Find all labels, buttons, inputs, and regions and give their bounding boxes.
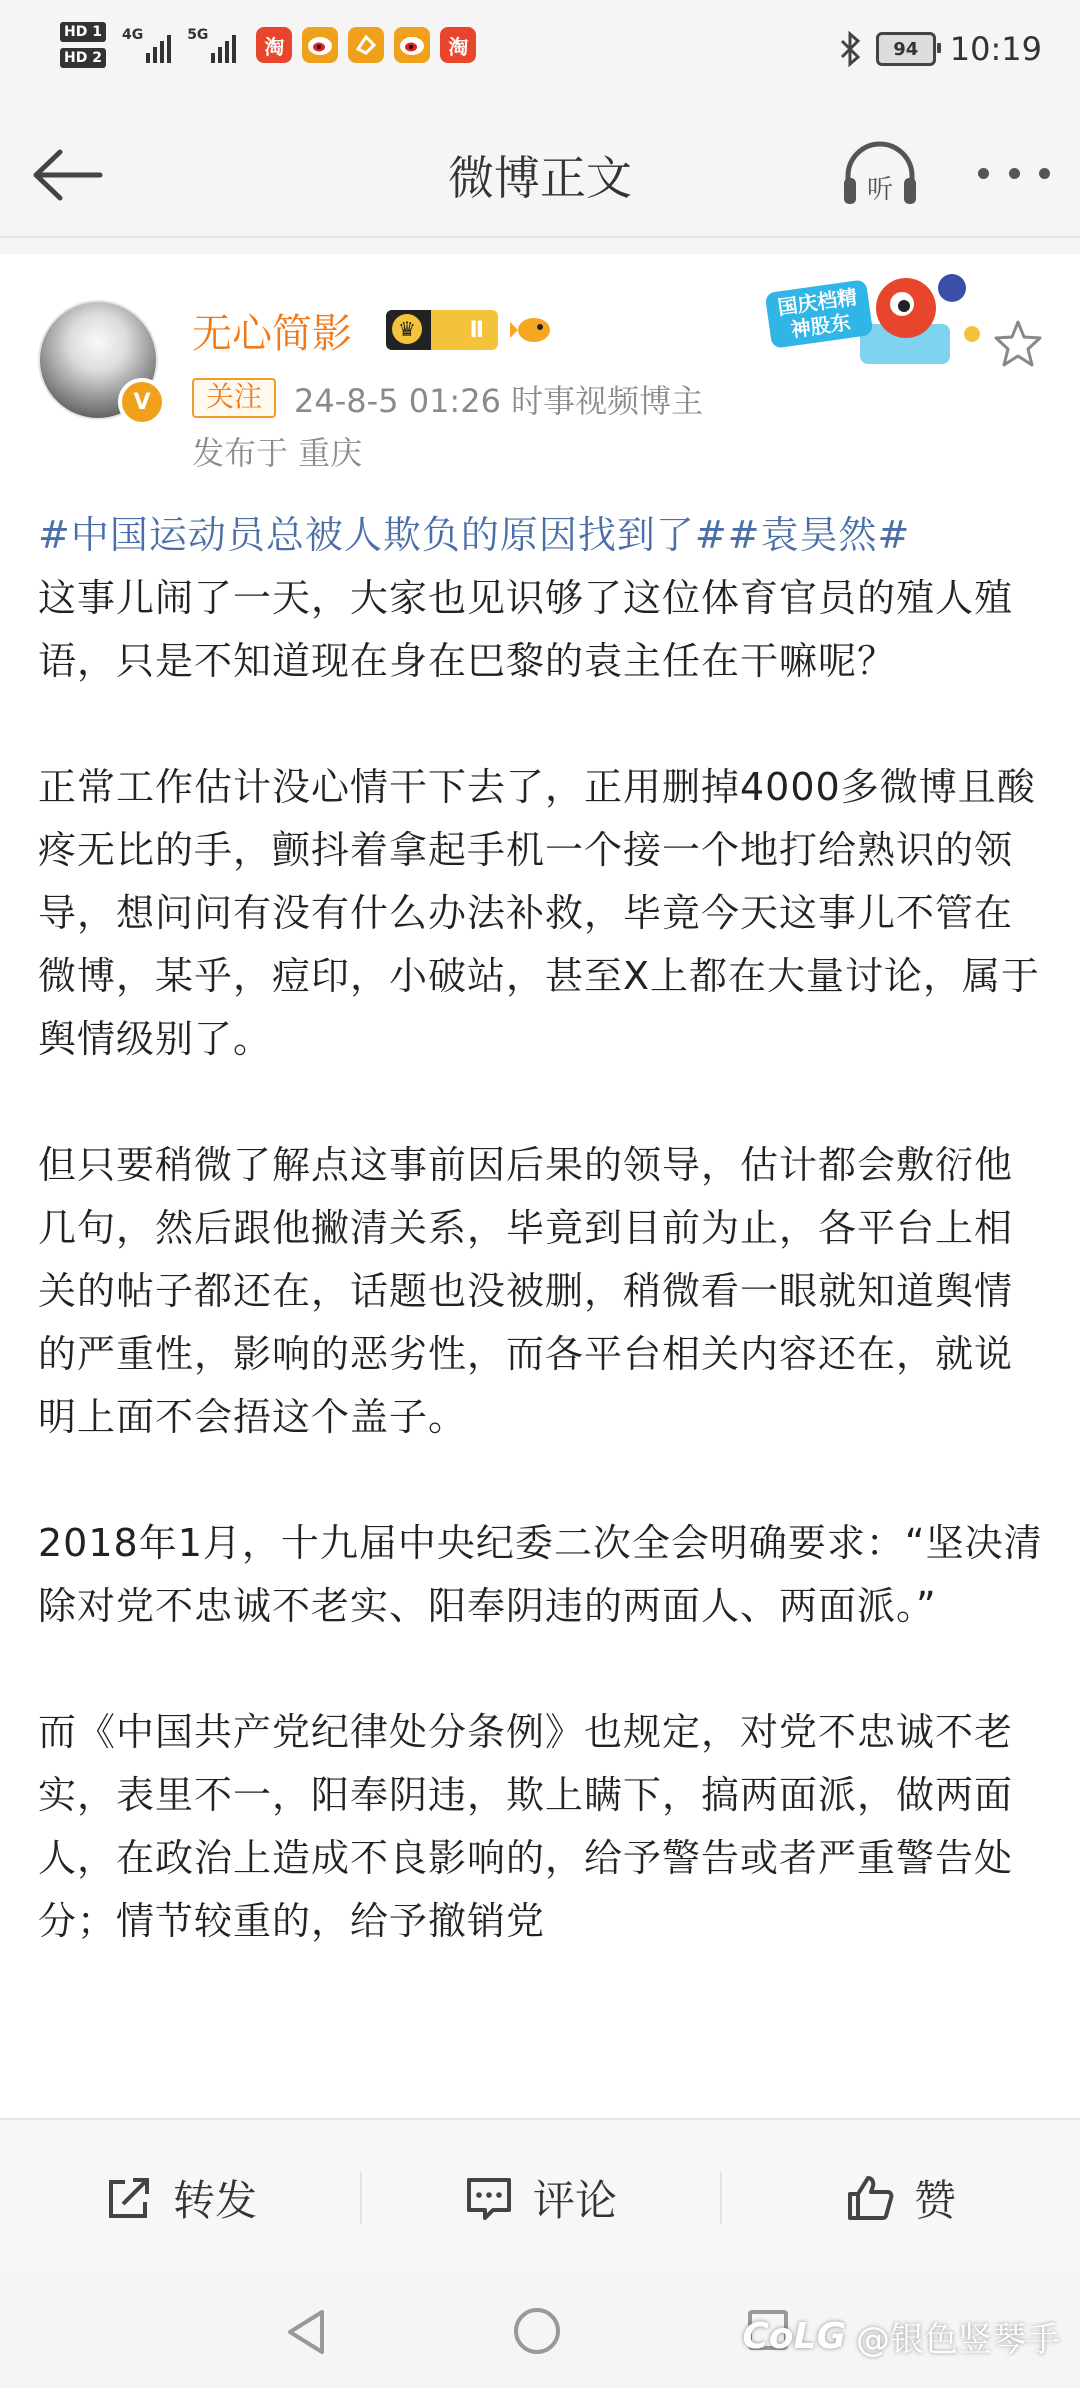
comment-icon	[463, 2172, 515, 2224]
post-paragraph-4: 2018年1月，十九届中央纪委二次全会明确要求：“坚决清除对党不忠诚不老实、阳奉阴违的两面人、两面派。”	[38, 1521, 1043, 1628]
post-paragraph-2: 正常工作估计没心情干下去了，正用删掉4000多微博且酸疼无比的手，颤抖着拿起手机一个接一个地打给熟识的领导，想问问有没有什么办法补救，毕竟今天这事儿不管在微博，某乎，痘印，小破站，甚至X上都在大量讨论，属于舆情级别了。	[38, 765, 1041, 1061]
promo-label: 国庆档精神股东	[765, 279, 874, 349]
vip-level: Ⅱ	[469, 317, 484, 343]
repost-label: 转发	[172, 2176, 257, 2225]
follow-button[interactable]: 关注	[192, 378, 276, 418]
like-button[interactable]	[720, 2120, 1080, 2276]
listen-label: 听	[866, 175, 894, 205]
comment-label: 评论	[532, 2176, 617, 2225]
hd2-badge: HD 2	[60, 48, 106, 68]
headphones-icon	[840, 138, 920, 210]
system-back-button[interactable]	[284, 2308, 328, 2356]
repost-button[interactable]	[0, 2120, 360, 2276]
favorite-button[interactable]	[990, 316, 1046, 372]
more-options-button[interactable]	[978, 158, 1050, 188]
post-paragraph-3: 但只要稍微了解点这事前因后果的领导，估计都会敷衍他几句，然后跟他撇清关系，毕竟到目前为止，各平台上相关的帖子都还在，话题也没被删，稍微看一眼就知道舆情的严重性，影响的恶劣性，而各平台相关内容还在，就说明上面不会捂这个盖子。	[38, 1143, 1014, 1439]
fish-badge-icon	[510, 310, 554, 350]
system-nav-bar	[0, 2274, 1080, 2388]
post-paragraph-1	[38, 504, 1048, 693]
post-paragraph-5: 而《中国共产党纪律处分条例》也规定，对党不忠诚不老实，表里不一，阳奉阴违，欺上瞒下，搞两面派，做两面人，在政治上造成不良影响的，给予警告或者严重警告处分；情节较重的，给予撤销党	[38, 1710, 1014, 1943]
verified-badge-icon: V	[118, 378, 166, 426]
promo-banner[interactable]	[756, 264, 992, 376]
thumbs-up-icon	[844, 2172, 896, 2224]
system-home-button[interactable]	[514, 2308, 560, 2354]
crown-icon: ♛	[392, 314, 422, 344]
paragraph-1-text: 这事儿闹了一天，大家也见识够了这位体育官员的殖人殖语，只是不知道现在身在巴黎的袁主任在干嘛呢？	[38, 576, 1014, 683]
star-icon	[990, 316, 1046, 372]
weibo-icon	[302, 27, 338, 63]
signal-4g-icon: 4G	[122, 27, 171, 63]
orange-app-icon	[348, 27, 384, 63]
watermark-logo: CoLG	[742, 2316, 846, 2357]
page-title: 微博正文	[448, 151, 632, 205]
like-label: 赞	[913, 2176, 956, 2225]
weibo-icon	[394, 27, 430, 63]
hd-indicators	[60, 22, 106, 68]
share-icon	[103, 2172, 155, 2224]
post-location: 发布于 重庆	[192, 434, 363, 472]
dot-icon	[978, 168, 989, 179]
author-name[interactable]: 无心简影	[192, 311, 352, 357]
comment-button[interactable]	[360, 2120, 720, 2276]
signal-5g-icon: 5G	[187, 27, 236, 63]
post-card	[0, 254, 1080, 2118]
taobao-icon: 淘	[256, 27, 292, 63]
dot-icon	[1039, 168, 1050, 179]
battery-level: 94	[893, 38, 919, 60]
battery-icon	[876, 32, 936, 66]
listen-button[interactable]	[840, 138, 920, 210]
hd1-badge: HD 1	[60, 22, 106, 42]
dot-icon	[1009, 168, 1020, 179]
post-time: 24-8-5 01:26 时事视频博主	[294, 382, 704, 420]
top-nav-bar	[0, 110, 1080, 238]
watermark-handle: @银色竖琴手	[856, 2320, 1060, 2360]
watermark	[742, 2312, 1060, 2361]
bluetooth-icon	[838, 31, 862, 67]
clock: 10:19	[949, 30, 1042, 68]
taobao-icon: 淘	[440, 27, 476, 63]
vip-level-badge[interactable]	[386, 310, 498, 350]
topic-hashtags[interactable]: #中国运动员总被人欺负的原因找到了##袁昊然#	[38, 513, 911, 557]
post-body	[38, 504, 1048, 2016]
status-bar	[0, 0, 1080, 110]
action-bar	[0, 2118, 1080, 2276]
